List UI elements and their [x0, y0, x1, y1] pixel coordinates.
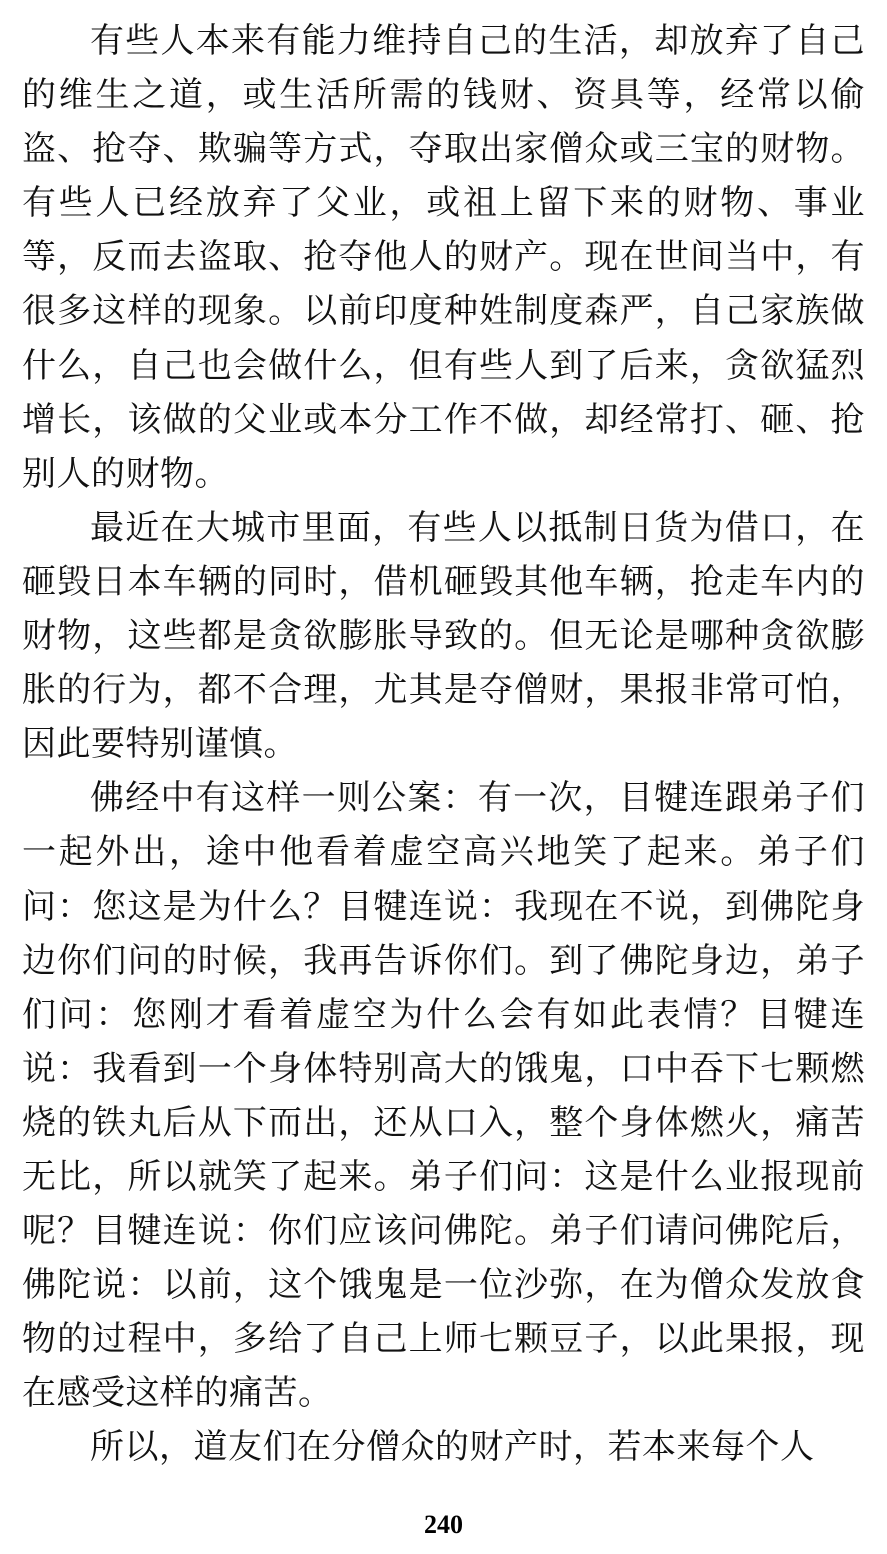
page-number: 240 — [424, 1510, 463, 1539]
paragraph-2: 最近在大城市里面，有些人以抵制日货为借口，在砸毁日本车辆的同时，借机砸毁其他车辆，抢走车内的财物，这些都是贪欲膨胀导致的。但无论是哪种贪欲膨胀的行为，都不合理，尤其是夺僧财，果报非常可怕，因此要特别谨慎。 — [22, 507, 865, 765]
paragraph-4: 所以，道友们在分僧众的财产时，若本来每个人 — [90, 1427, 815, 1468]
paragraph-1: 有些人本来有能力维持自己的生活，却放弃了自己的维生之道，或生活所需的钱财、资具等，经常以偷盗、抢夺、欺骗等方式，夺取出家僧众或三宝的财物。有些人已经放弃了父业，或祖上留下来的财物、事业等，反而去盗取、抢夺他人的财产。现在世间当中，有很多这样的现象。以前印度种姓制度森严，自己家族做什么，自己也会做什么，但有些人到了后来，贪欲猛烈增长，该做的父业或本分工作不做，却经常打、砸、抢别人的财物。 — [22, 21, 865, 494]
page-body — [22, 14, 865, 1475]
paragraph-3: 佛经中有这样一则公案：有一次，目犍连跟弟子们一起外出，途中他看着虚空高兴地笑了起来。弟子们问：您这是为什么？目犍连说：我现在不说，到佛陀身边你们问的时候，我再告诉你们。到了佛陀身边，弟子们问：您刚才看着虚空为什么会有如此表情？目犍连说：我看到一个身体特别高大的饿鬼，口中吞下七颗燃烧的铁丸后从下而出，还从口入，整个身体燃火，痛苦无比，所以就笑了起来。弟子们问：这是什么业报现前呢？目犍连说：你们应该问佛陀。弟子们请问佛陀后，佛陀说：以前，这个饿鬼是一位沙弥，在为僧众发放食物的过程中，多给了自己上师七颗豆子，以此果报，现在感受这样的痛苦。 — [22, 778, 865, 1414]
